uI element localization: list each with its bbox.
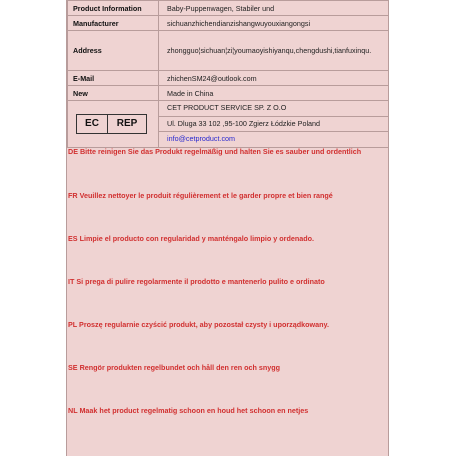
- note-fr: FR Veuillez nettoyer le produit régulièrement et le garder propre et bien rangé: [68, 191, 333, 200]
- label-new: New: [68, 86, 159, 101]
- label-manufacturer: Manufacturer: [68, 16, 159, 31]
- note-es: ES Limpie el producto con regularidad y manténgalo limpio y ordenado.: [68, 234, 315, 243]
- value-email: zhichenSM24@outlook.com: [159, 71, 389, 86]
- ec-rep-email-link[interactable]: info@cetproduct.com: [167, 134, 236, 143]
- label-product-information: Product Information: [68, 1, 159, 16]
- ec-rep-symbol: [76, 114, 147, 134]
- ec-symbol-text: EC: [77, 115, 108, 133]
- ec-rep-symbol-cell: [68, 101, 159, 148]
- ec-rep-company: CET PRODUCT SERVICE SP. Z O.O: [159, 101, 388, 117]
- product-label-sheet: [66, 0, 389, 456]
- ec-rep-details: [159, 101, 389, 148]
- row-ec-rep: [68, 101, 389, 148]
- rep-symbol-text: REP: [116, 117, 138, 129]
- note-it: IT Si prega di pulire regolarmente il prodotto e mantenerlo pulito e ordinato: [68, 277, 325, 286]
- row-product-information: [68, 1, 389, 16]
- value-product-information: Baby-Puppenwagen, Stabiler und: [159, 1, 389, 16]
- label-email: E-Mail: [68, 71, 159, 86]
- note-pl: PL Proszę regularnie czyścić produkt, aby pozostał czysty i uporządkowany.: [68, 320, 329, 329]
- row-email: [68, 71, 389, 86]
- product-info-table: [67, 0, 389, 148]
- row-manufacturer: [68, 16, 389, 31]
- value-address: zhongguo¦sichuan¦zi¦youmaoyishiyanqu,chengdushi,tianfuxinqu.: [159, 31, 389, 71]
- value-manufacturer: sichuanzhichendianzishangwuyouxiangongsi: [159, 16, 389, 31]
- ec-rep-address: Ul. Dluga 33 102 ,95-100 Zgierz Łódzkie Poland: [159, 117, 388, 133]
- note-nl: NL Maak het product regelmatig schoon en houd het schoon en netjes: [68, 406, 309, 415]
- note-de: DE Bitte reinigen Sie das Produkt regelmäßig und halten Sie es sauber und ordentlich: [68, 147, 362, 156]
- note-se: SE Rengör produkten regelbundet och håll den ren och snygg: [68, 363, 281, 372]
- row-address: [68, 31, 389, 71]
- row-new: [68, 86, 389, 101]
- label-address: Address: [68, 31, 159, 71]
- value-new: Made in China: [159, 86, 389, 101]
